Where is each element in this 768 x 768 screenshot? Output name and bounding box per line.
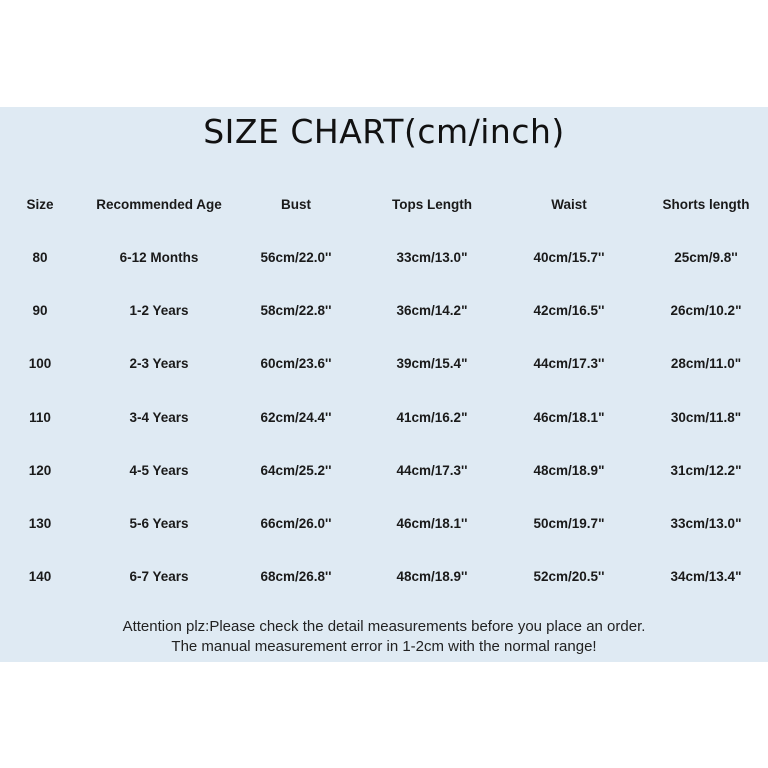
- cell-bust: 66cm/26.0'': [260, 516, 332, 531]
- cell-age: 4-5 Years: [129, 463, 189, 478]
- cell-shorts-length: 26cm/10.2": [670, 303, 742, 318]
- header-shorts-length: Shorts length: [662, 197, 750, 212]
- cell-size: 120: [28, 463, 52, 478]
- header-tops-length: Tops Length: [392, 197, 472, 212]
- attention-note: Attention plz:Please check the detail measurements before you place an order.: [122, 618, 646, 635]
- cell-bust: 64cm/25.2'': [260, 463, 332, 478]
- cell-age: 5-6 Years: [129, 516, 189, 531]
- cell-waist: 48cm/18.9": [533, 463, 605, 478]
- cell-age: 6-12 Months: [119, 250, 199, 265]
- header-recommended-age: Recommended Age: [96, 197, 222, 212]
- table-row: [0, 463, 768, 487]
- cell-waist: 50cm/19.7": [533, 516, 605, 531]
- header-waist: Waist: [551, 197, 587, 212]
- cell-bust: 62cm/24.4'': [260, 410, 332, 425]
- table-header-row: [0, 197, 768, 221]
- cell-waist: 52cm/20.5'': [533, 569, 605, 584]
- cell-tops-length: 33cm/13.0": [396, 250, 468, 265]
- cell-size: 140: [28, 569, 52, 584]
- cell-waist: 44cm/17.3'': [533, 356, 605, 371]
- cell-bust: 68cm/26.8'': [260, 569, 332, 584]
- cell-waist: 40cm/15.7'': [533, 250, 605, 265]
- measurement-error-note: The manual measurement error in 1-2cm with the normal range!: [171, 638, 597, 655]
- cell-bust: 60cm/23.6'': [260, 356, 332, 371]
- cell-size: 100: [28, 356, 52, 371]
- cell-tops-length: 44cm/17.3'': [396, 463, 468, 478]
- cell-size: 80: [32, 250, 48, 265]
- cell-bust: 58cm/22.8'': [260, 303, 332, 318]
- cell-waist: 46cm/18.1": [533, 410, 605, 425]
- cell-age: 2-3 Years: [129, 356, 189, 371]
- table-row: [0, 356, 768, 380]
- cell-size: 130: [28, 516, 52, 531]
- cell-tops-length: 36cm/14.2": [396, 303, 468, 318]
- cell-tops-length: 46cm/18.1'': [396, 516, 468, 531]
- cell-age: 1-2 Years: [129, 303, 189, 318]
- table-row: [0, 250, 768, 274]
- cell-tops-length: 48cm/18.9'': [396, 569, 468, 584]
- cell-size: 90: [32, 303, 48, 318]
- cell-shorts-length: 28cm/11.0": [670, 356, 742, 371]
- header-bust: Bust: [281, 197, 311, 212]
- cell-bust: 56cm/22.0'': [260, 250, 332, 265]
- cell-shorts-length: 30cm/11.8": [670, 410, 742, 425]
- cell-shorts-length: 25cm/9.8'': [674, 250, 738, 265]
- header-size: Size: [26, 197, 54, 212]
- cell-shorts-length: 33cm/13.0": [670, 516, 742, 531]
- table-row: [0, 516, 768, 540]
- table-row: [0, 569, 768, 593]
- cell-waist: 42cm/16.5'': [533, 303, 605, 318]
- table-row: [0, 410, 768, 434]
- cell-size: 110: [29, 410, 51, 425]
- size-chart-title: SIZE CHART(cm/inch): [203, 112, 565, 151]
- cell-shorts-length: 31cm/12.2": [670, 463, 742, 478]
- table-row: [0, 303, 768, 327]
- cell-age: 6-7 Years: [129, 569, 189, 584]
- cell-tops-length: 39cm/15.4": [396, 356, 468, 371]
- cell-age: 3-4 Years: [129, 410, 189, 425]
- cell-shorts-length: 34cm/13.4": [670, 569, 742, 584]
- cell-tops-length: 41cm/16.2": [396, 410, 468, 425]
